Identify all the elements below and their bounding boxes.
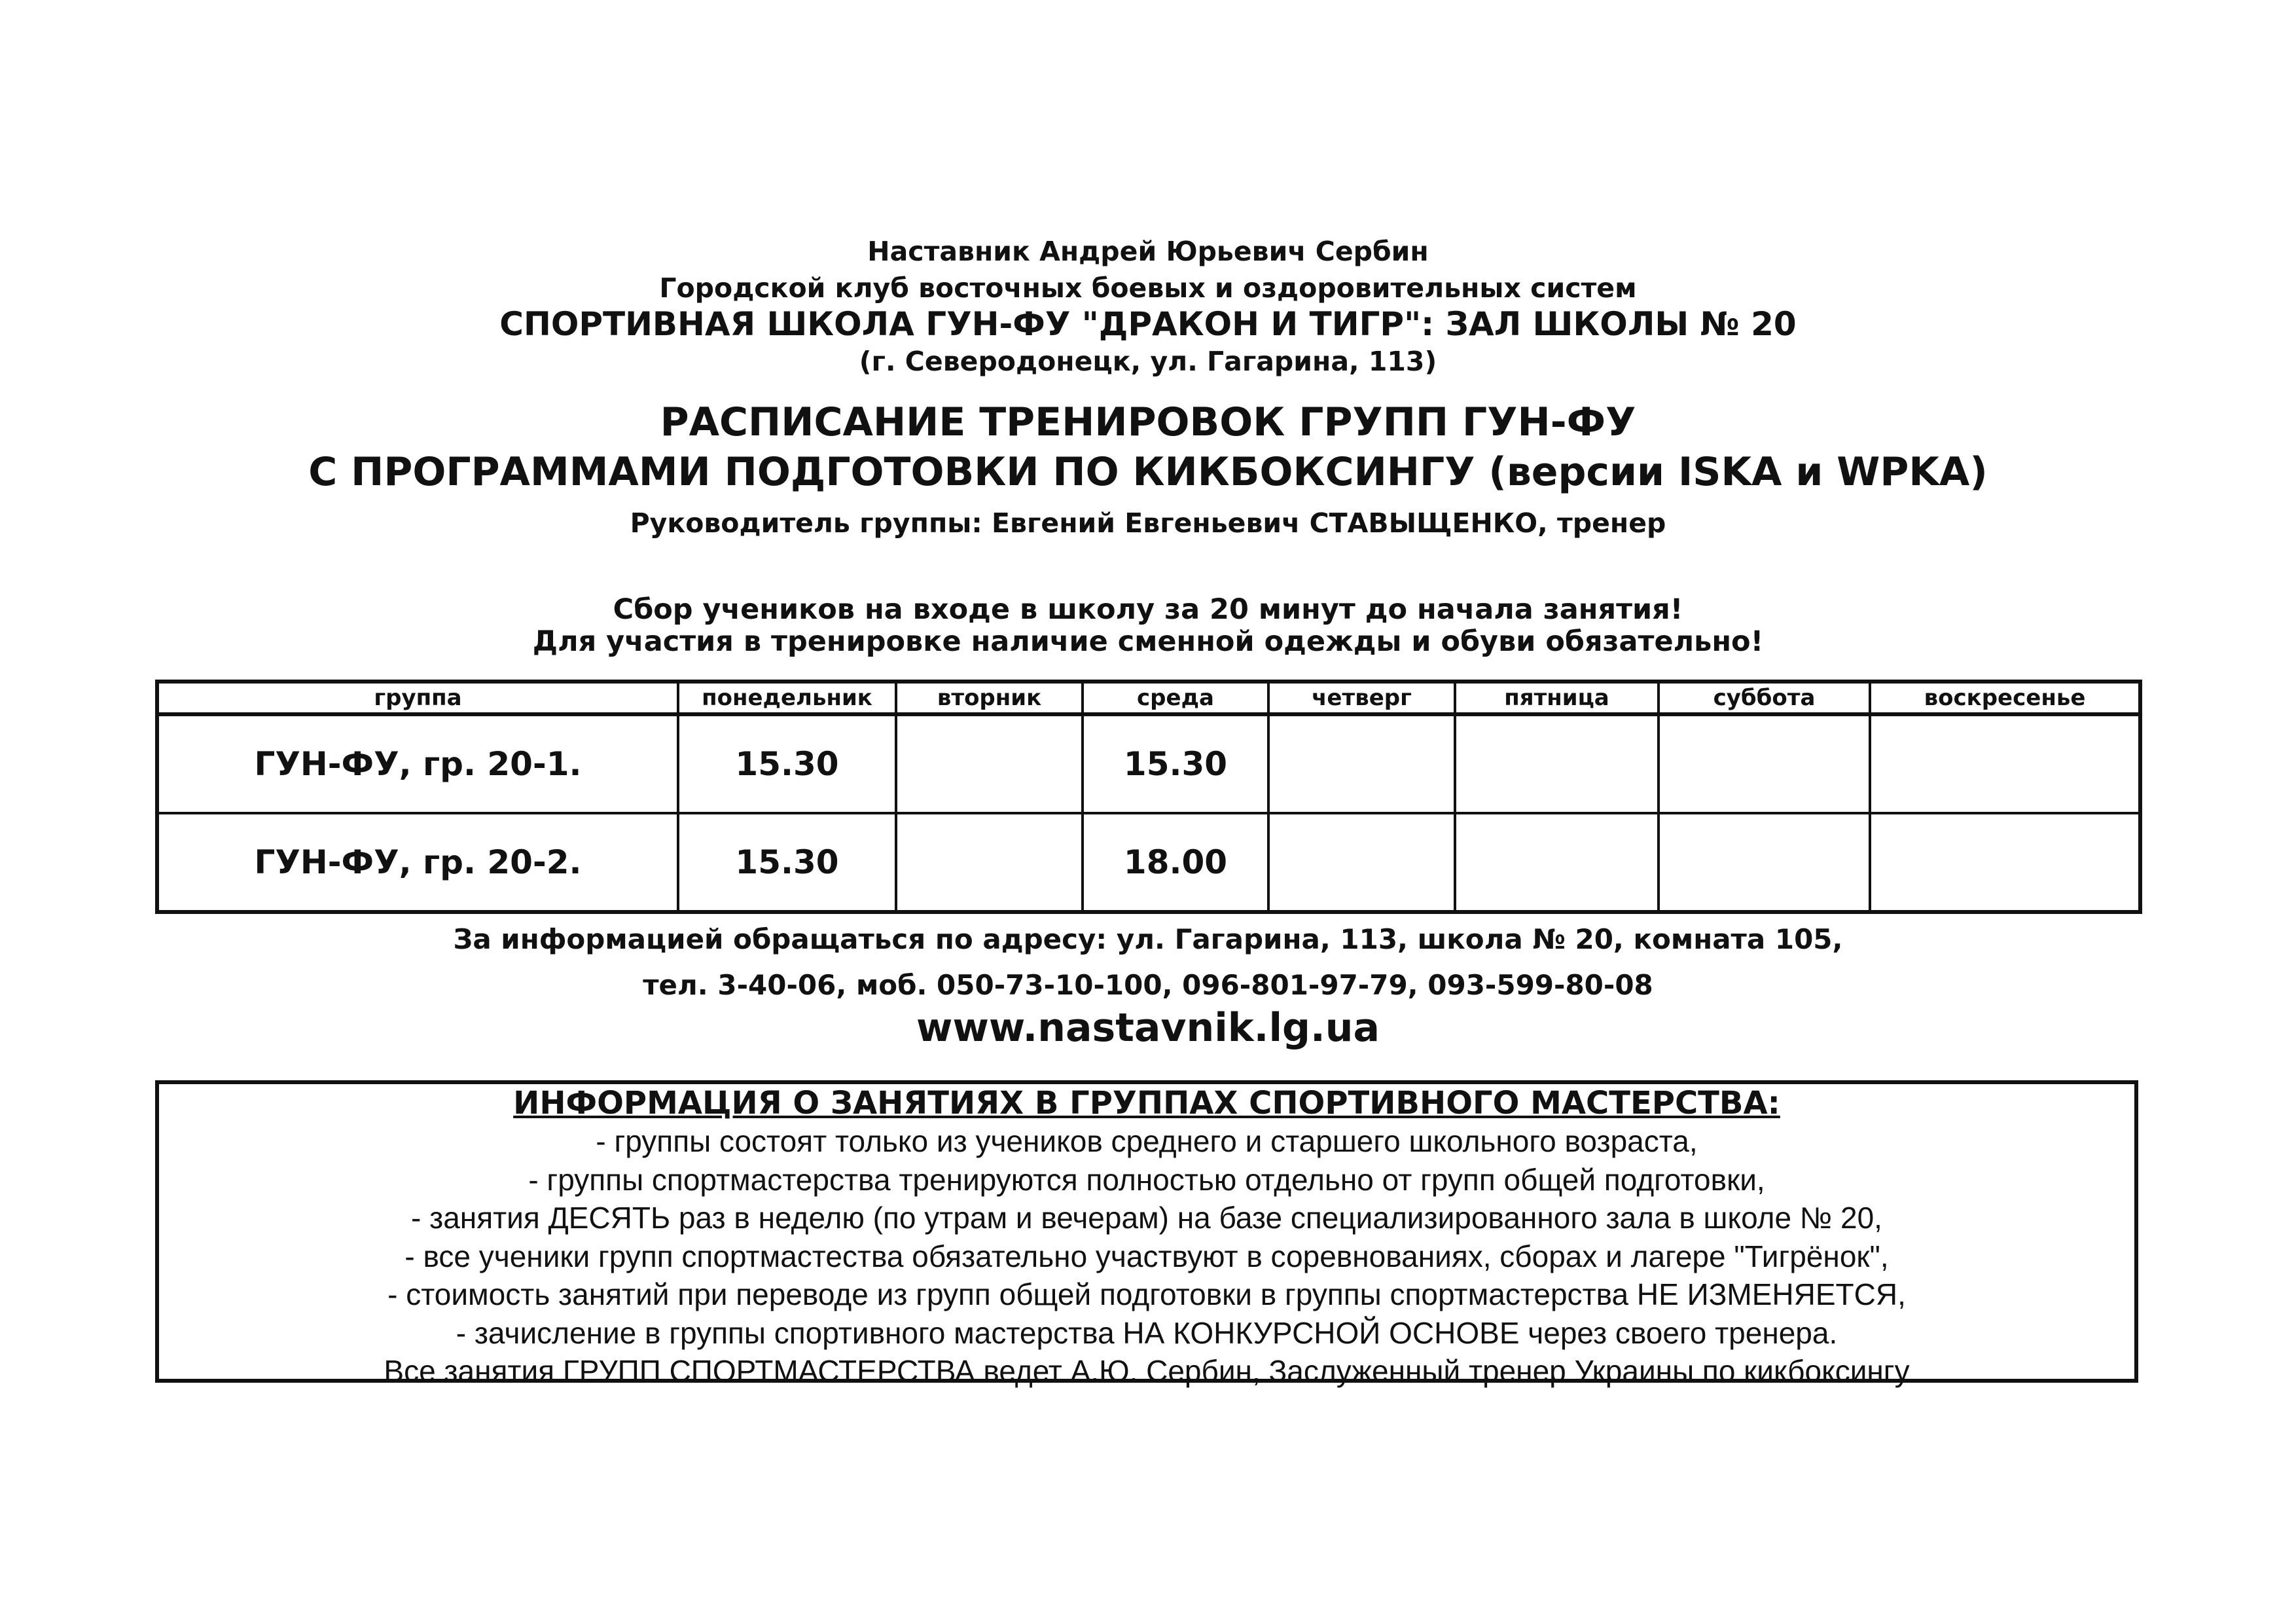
page-title-line-1: РАСПИСАНИЕ ТРЕНИРОВОК ГРУПП ГУН-ФУ	[660, 399, 1636, 445]
header-thursday: четверг	[1268, 682, 1455, 714]
friday-cell	[1455, 714, 1659, 813]
info-item: - занятия ДЕСЯТЬ раз в неделю (по утрам и вечерам) на базе специализированного зала в школе № 20,	[411, 1201, 1882, 1235]
sunday-cell	[1870, 714, 2140, 813]
tuesday-cell	[896, 714, 1083, 813]
table-row	[157, 714, 2140, 813]
info-box	[155, 1080, 2138, 1388]
sunday-cell	[1870, 813, 2140, 912]
schedule-header-row	[157, 682, 2140, 714]
wednesday-cell: 15.30	[1083, 714, 1268, 813]
schedule-table	[155, 680, 2142, 914]
website-link[interactable]: www.nastavnik.lg.ua	[916, 1005, 1380, 1051]
info-item: - стоимость занятий при переводе из групп общей подготовки в группы спортмастерства НЕ ИЗМЕНЯЕТСЯ,	[387, 1277, 1906, 1311]
info-item: - группы спортмастерства тренируются полностью отдельно от групп общей подготовки,	[528, 1162, 1765, 1197]
monday-cell: 15.30	[678, 714, 896, 813]
friday-cell	[1455, 813, 1659, 912]
info-item: Все занятия ГРУПП СПОРТМАСТЕРСТВА ведет А.Ю. Сербин, Заслуженный тренер Украины по кикбоксингу	[384, 1354, 1910, 1388]
group-name-cell: ГУН-ФУ, гр. 20-2.	[157, 813, 678, 912]
tuesday-cell	[896, 813, 1083, 912]
club-line: Городской клуб восточных боевых и оздоровительных систем	[659, 272, 1637, 304]
header-group: группа	[157, 682, 678, 714]
header-friday: пятница	[1455, 682, 1659, 714]
saturday-cell	[1659, 714, 1870, 813]
wednesday-cell: 18.00	[1083, 813, 1268, 912]
info-item: - зачисление в группы спортивного мастерства НА КОНКУРСНОЙ ОСНОВЕ через своего тренера.	[456, 1315, 1838, 1350]
contact-phones: тел. 3-40-06, моб. 050-73-10-100, 096-801-97-79, 093-599-80-08	[643, 969, 1653, 1001]
group-leader-line: Руководитель группы: Евгений Евгеньевич СТАВЫЩЕНКО, тренер	[630, 507, 1666, 539]
saturday-cell	[1659, 813, 1870, 912]
page-title-line-2: С ПРОГРАММАМИ ПОДГОТОВКИ ПО КИКБОКСИНГУ (версии ISKA и WPKA)	[308, 449, 1988, 495]
school-line: СПОРТИВНАЯ ШКОЛА ГУН-ФУ "ДРАКОН И ТИГР": ЗАЛ ШКОЛЫ № 20	[499, 305, 1797, 343]
header-wednesday: среда	[1083, 682, 1268, 714]
group-name-cell: ГУН-ФУ, гр. 20-1.	[157, 714, 678, 813]
header-monday: понедельник	[678, 682, 896, 714]
info-item: - все ученики групп спортмастества обязательно участвуют в соревнованиях, сборах и лагере "Тигрёнок",	[404, 1239, 1889, 1273]
address-line: (г. Северодонецк, ул. Гагарина, 113)	[859, 346, 1437, 377]
thursday-cell	[1268, 714, 1455, 813]
info-title: ИНФОРМАЦИЯ О ЗАНЯТИЯХ В ГРУППАХ СПОРТИВНОГО МАСТЕРСТВА:	[513, 1085, 1780, 1122]
contact-address: За информацией обращаться по адресу: ул. Гагарина, 113, школа № 20, комната 105,	[453, 923, 1843, 955]
table-row	[157, 813, 2140, 912]
info-item: - группы состоят только из учеников среднего и старшего школьного возраста,	[596, 1124, 1698, 1158]
gather-notice: Сбор учеников на входе в школу за 20 минут до начала занятия!	[613, 593, 1683, 626]
thursday-cell	[1268, 813, 1455, 912]
monday-cell: 15.30	[678, 813, 896, 912]
clothes-notice: Для участия в тренировке наличие сменной одежды и обуви обязательно!	[532, 625, 1764, 658]
header-saturday: суббота	[1659, 682, 1870, 714]
mentor-line: Наставник Андрей Юрьевич Сербин	[867, 236, 1429, 267]
header-tuesday: вторник	[896, 682, 1083, 714]
header-sunday: воскресенье	[1870, 682, 2140, 714]
